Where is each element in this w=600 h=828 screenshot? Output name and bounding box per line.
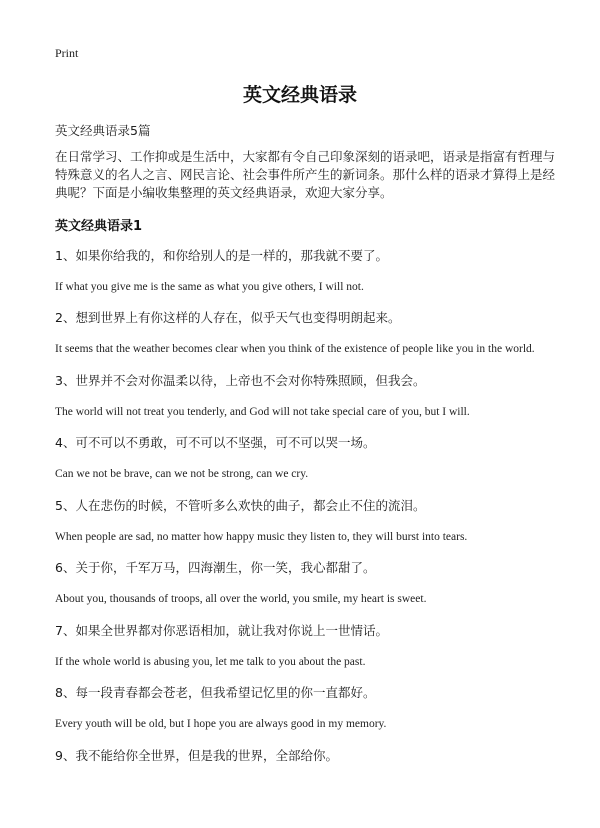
quote-chinese: 8、每一段青春都会苍老，但我希望记忆里的你一直都好。 [55, 685, 376, 700]
quote-chinese: 1、如果你给我的，和你给别人的是一样的，那我就不要了。 [55, 248, 388, 263]
quote-item [55, 247, 545, 309]
quote-item [55, 309, 545, 372]
quote-chinese: 4、可不可以不勇敢，可不可以不坚强，可不可以哭一场。 [55, 435, 376, 450]
quote-item [55, 559, 545, 622]
quote-english: If the whole world is abusing you, let me talk to you about the past. [55, 656, 366, 668]
print-link[interactable]: Print [55, 46, 79, 60]
quote-chinese: 6、关于你，千军万马，四海潮生，你一笑，我心都甜了。 [55, 560, 376, 575]
quote-english: About you, thousands of troops, all over the world, you smile, my heart is sweet. [55, 593, 427, 605]
quote-english: It seems that the weather becomes clear when you think of the existence of people like you in the world. [55, 343, 535, 355]
intro-paragraph: 在日常学习、工作抑或是生活中，大家都有令自己印象深刻的语录吧，语录是指富有哲理与特殊意义的名人之言、网民言论、社会事件所产生的新词条。那什么样的语录才算得上是经典呢？下面是小编收集整理的英文经典语录，欢迎大家分享。 [55, 149, 556, 200]
quote-item [55, 497, 545, 559]
quote-english: If what you give me is the same as what you give others, I will not. [55, 281, 364, 293]
quote-english: When people are sad, no matter how happy music they listen to, they will burst into tears. [55, 531, 468, 543]
quote-english: Every youth will be old, but I hope you are always good in my memory. [55, 718, 387, 730]
quote-chinese: 7、如果全世界都对你恶语相加，就让我对你说上一世情话。 [55, 623, 388, 638]
quote-item [55, 434, 545, 497]
quote-chinese: 5、人在悲伤的时候，不管听多么欢快的曲子，都会止不住的流泪。 [55, 498, 426, 513]
quote-chinese: 2、想到世界上有你这样的人存在，似乎天气也变得明朗起来。 [55, 310, 401, 325]
quote-english: The world will not treat you tenderly, and God will not take special care of you, but I will. [55, 406, 470, 418]
page-title: 英文经典语录 [242, 84, 357, 106]
quote-item [55, 747, 545, 777]
quote-english: Can we not be brave, can we not be strong, can we cry. [55, 468, 309, 480]
quote-item [55, 372, 545, 434]
document-subtitle: 英文经典语录5篇 [55, 123, 151, 138]
quote-list [55, 247, 545, 777]
quote-chinese: 3、世界并不会对你温柔以待，上帝也不会对你特殊照顾，但我会。 [55, 373, 426, 388]
quote-chinese: 9、我不能给你全世界，但是我的世界，全部给你。 [55, 748, 338, 763]
quote-item [55, 684, 545, 747]
section-heading: 英文经典语录1 [55, 219, 143, 234]
quote-item [55, 622, 545, 684]
